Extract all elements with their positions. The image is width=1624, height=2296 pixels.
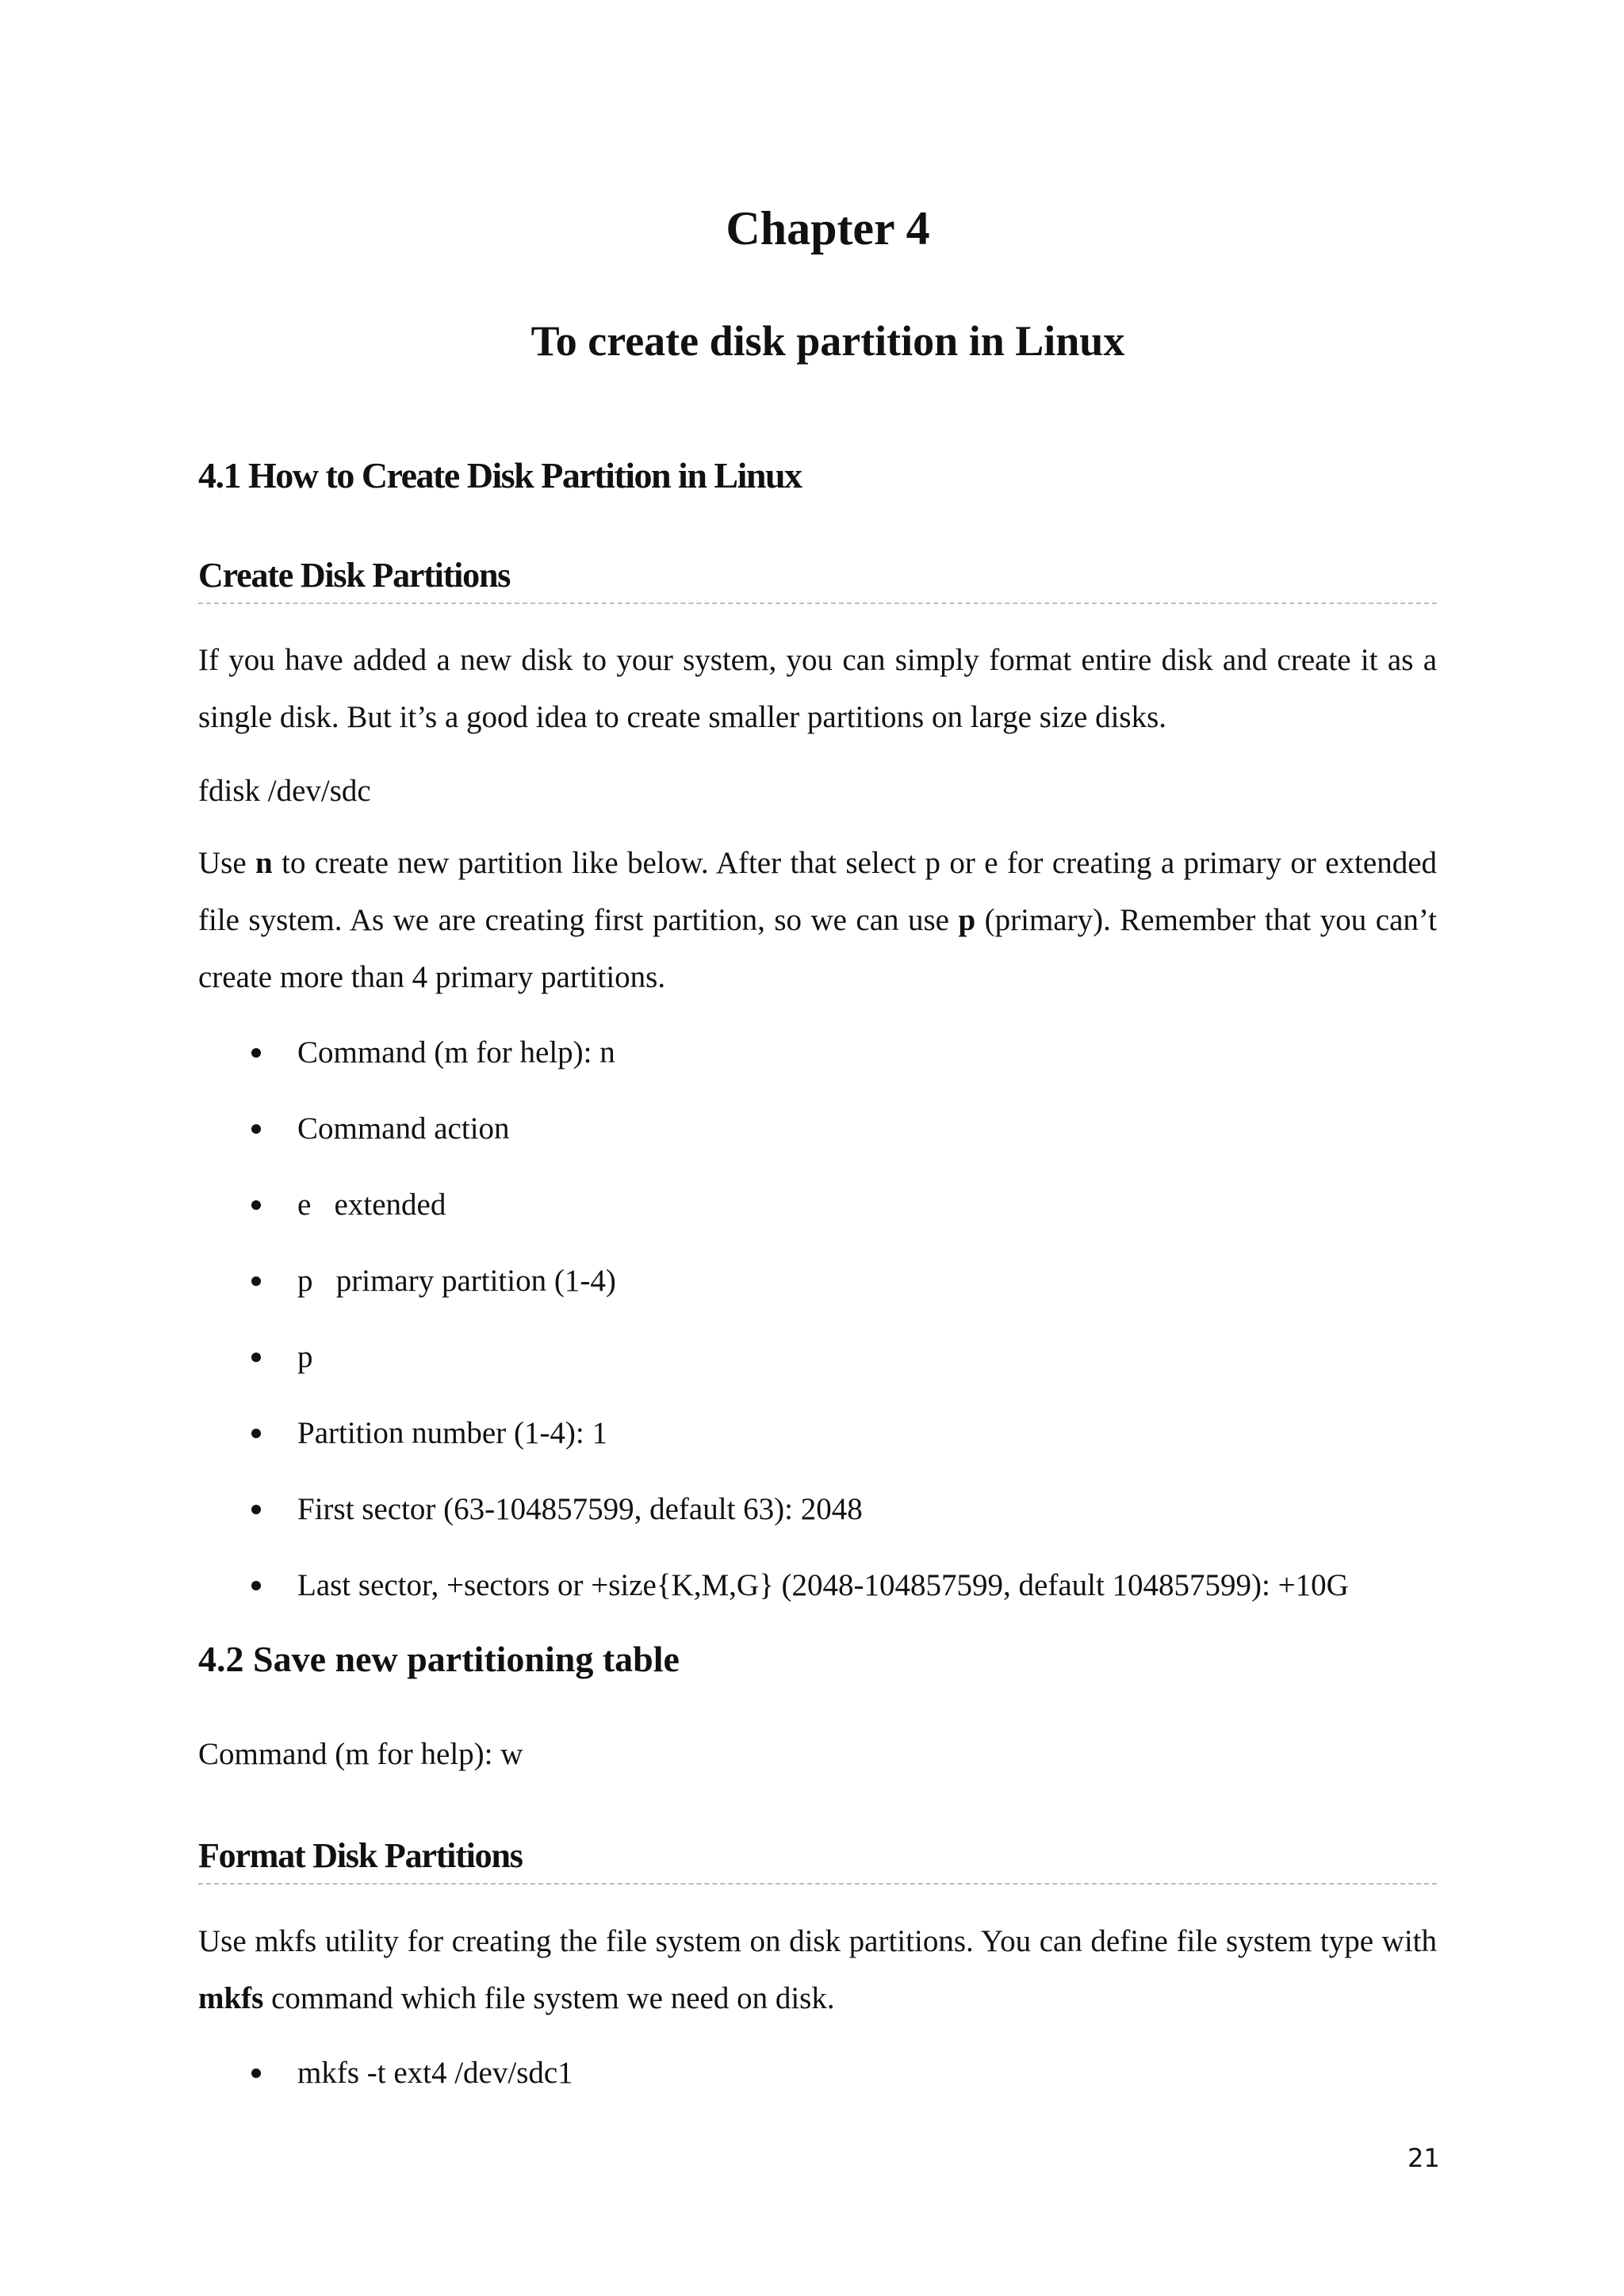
use-n-mid: to create new partition like below. After that select p or e for creating a primary or extended file system. As we are creating first partition, so we can use bbox=[198, 846, 1437, 937]
mkfs-steps-list bbox=[198, 2051, 1467, 2127]
list-item-text: p primary partition (1-4) bbox=[297, 1264, 616, 1298]
format-partitions-heading: Format Disk Partitions bbox=[198, 1834, 1437, 1885]
bullet-icon bbox=[251, 1124, 261, 1134]
bullet-icon bbox=[251, 1276, 261, 1286]
use-p-key: p bbox=[958, 903, 976, 937]
bullet-icon bbox=[251, 1429, 261, 1438]
format-text-pre: Use mkfs utility for creating the file system on disk partitions. You can define file system type with bbox=[198, 1924, 1437, 1958]
list-item-text: Command action bbox=[297, 1112, 510, 1146]
bullet-icon bbox=[251, 1581, 261, 1590]
fdisk-steps-list bbox=[198, 1031, 1467, 1640]
section-heading-4-1: 4.1 How to Create Disk Partition in Linux bbox=[198, 455, 802, 496]
list-item-text: mkfs -t ext4 /dev/sdc1 bbox=[297, 2056, 573, 2090]
list-item bbox=[198, 1487, 1467, 1563]
page-number: 21 bbox=[1408, 2143, 1440, 2173]
chapter-title: Chapter 4 bbox=[726, 202, 930, 254]
use-n-paragraph bbox=[198, 835, 1437, 1006]
list-item bbox=[198, 1183, 1467, 1259]
list-item-text: First sector (63-104857599, default 63): 2048 bbox=[297, 1492, 863, 1526]
use-n-post: (primary). Remember that you can’t create more than 4 primary partitions. bbox=[198, 903, 1437, 994]
format-paragraph bbox=[198, 1913, 1437, 2027]
list-item-text: Last sector, +sectors or +size{K,M,G} (2048-104857599, default 104857599): +10G bbox=[297, 1568, 1349, 1602]
use-n-pre: Use bbox=[198, 846, 256, 880]
list-item bbox=[198, 2051, 1467, 2127]
format-text-post: command which file system we need on disk. bbox=[263, 1981, 835, 2015]
create-intro-paragraph: If you have added a new disk to your system, you can simply format entire disk and create it as a single disk. But it’s a good idea to create smaller partitions on large size disks. bbox=[198, 643, 1437, 734]
list-item-text: Partition number (1-4): 1 bbox=[297, 1416, 608, 1450]
bullet-icon bbox=[251, 1048, 261, 1058]
list-item bbox=[198, 1335, 1467, 1411]
list-item bbox=[198, 1107, 1467, 1183]
section-heading-4-2: 4.2 Save new partitioning table bbox=[198, 1639, 680, 1679]
fdisk-command: fdisk /dev/sdc bbox=[198, 774, 371, 808]
list-item bbox=[198, 1031, 1467, 1107]
list-item-text: Command (m for help): n bbox=[297, 1035, 615, 1070]
bullet-icon bbox=[251, 2068, 261, 2078]
list-item-text: e extended bbox=[297, 1188, 446, 1222]
list-item-text: p bbox=[297, 1340, 313, 1374]
use-n-key: n bbox=[255, 846, 273, 880]
list-item bbox=[198, 1411, 1467, 1487]
create-partitions-heading: Create Disk Partitions bbox=[198, 553, 1437, 604]
mkfs-keyword: mkfs bbox=[198, 1981, 264, 2015]
bullet-icon bbox=[251, 1200, 261, 1210]
chapter-subtitle: To create disk partition in Linux bbox=[530, 317, 1125, 365]
list-item bbox=[198, 1259, 1467, 1335]
list-item bbox=[198, 1563, 1467, 1640]
bullet-icon bbox=[251, 1353, 261, 1362]
bullet-icon bbox=[251, 1505, 261, 1514]
write-command: Command (m for help): w bbox=[198, 1737, 523, 1771]
